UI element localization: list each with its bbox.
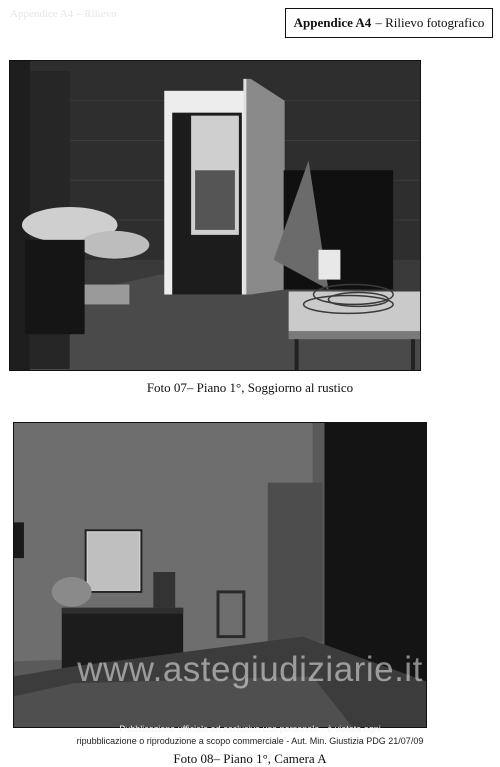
appendix-subtitle: – Rilievo fotografico xyxy=(375,15,485,30)
photo-living-room xyxy=(9,60,421,371)
photo-caption-08: Foto 08– Piano 1°, Camera A xyxy=(173,751,327,766)
watermark: www.astegiudiziarie.it xyxy=(77,650,423,689)
appendix-label: Appendice A4 xyxy=(293,15,372,30)
legal-notice-line-1: Pubblicazione ufficiale ad esclusivo uso personale - è vietata ogni xyxy=(119,724,381,734)
photo-living-room-image xyxy=(10,61,420,370)
ghost-header-bleedthrough: Appendice A4 – Rilievo xyxy=(10,8,117,20)
photo-caption-07: Foto 07– Piano 1°, Soggiorno al rustico xyxy=(146,380,354,395)
appendix-header xyxy=(285,8,493,38)
legal-notice-line-2: ripubblicazione o riproduzione a scopo commerciale - Aut. Min. Giustizia PDG 21/07/09 xyxy=(76,736,424,746)
